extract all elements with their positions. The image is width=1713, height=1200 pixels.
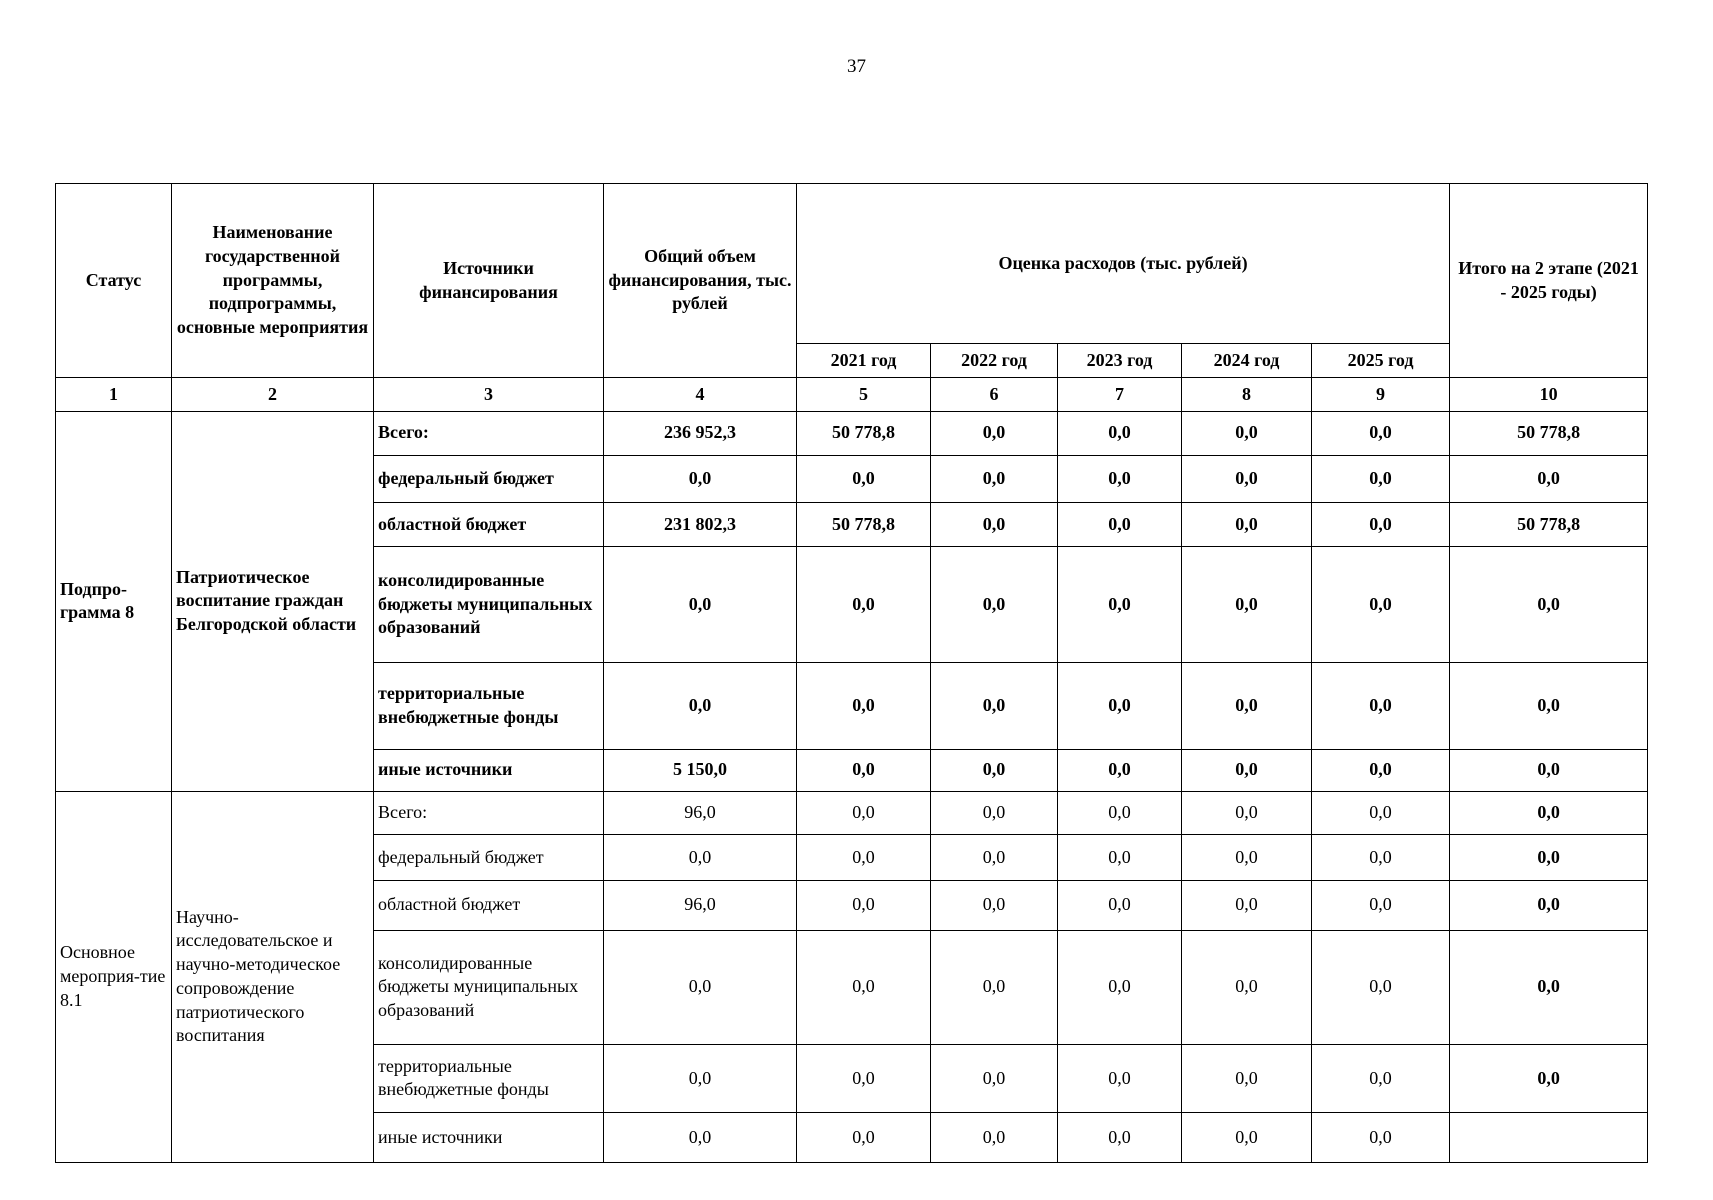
funding-table: [55, 183, 1648, 1163]
header-sources: Источники финансирования: [374, 184, 604, 378]
value-cell: 0,0: [1312, 546, 1450, 662]
value-cell: 0,0: [1182, 1044, 1312, 1112]
value-cell: 0,0: [931, 663, 1058, 750]
stage-total-cell: 0,0: [1450, 1044, 1648, 1112]
value-cell: 0,0: [1182, 412, 1312, 456]
header-year: 2021 год: [797, 344, 931, 378]
value-cell: 50 778,8: [797, 503, 931, 547]
column-number: 2: [172, 378, 374, 412]
stage-total-cell: 50 778,8: [1450, 412, 1648, 456]
value-cell: 0,0: [1182, 546, 1312, 662]
status-cell: Основное мероприя-тие 8.1: [56, 791, 172, 1162]
header-total-volume: Общий объем финансирования, тыс. рублей: [604, 184, 797, 378]
value-cell: 0,0: [1312, 1113, 1450, 1163]
value-cell: 0,0: [1182, 455, 1312, 503]
value-cell: 0,0: [1058, 1113, 1182, 1163]
header-year: 2025 год: [1312, 344, 1450, 378]
header-year: 2022 год: [931, 344, 1058, 378]
stage-total-cell: 0,0: [1450, 880, 1648, 930]
value-cell: 0,0: [1182, 835, 1312, 881]
value-cell: 0,0: [797, 835, 931, 881]
source-cell: консолидированные бюджеты муниципальных образований: [374, 546, 604, 662]
value-cell: 0,0: [797, 750, 931, 791]
value-cell: 0,0: [931, 750, 1058, 791]
page-number: 37: [847, 56, 866, 77]
value-cell: 0,0: [1058, 880, 1182, 930]
column-number: 9: [1312, 378, 1450, 412]
value-cell: 0,0: [931, 455, 1058, 503]
value-cell: 0,0: [1312, 791, 1450, 835]
source-cell: иные источники: [374, 1113, 604, 1163]
value-cell: 0,0: [931, 546, 1058, 662]
value-cell: 0,0: [604, 1113, 797, 1163]
value-cell: 0,0: [604, 455, 797, 503]
header-year: 2024 год: [1182, 344, 1312, 378]
value-cell: 0,0: [1058, 503, 1182, 547]
value-cell: 0,0: [1182, 930, 1312, 1044]
value-cell: 0,0: [1058, 835, 1182, 881]
stage-total-cell: 0,0: [1450, 750, 1648, 791]
value-cell: 5 150,0: [604, 750, 797, 791]
source-cell: Всего:: [374, 791, 604, 835]
stage-total-cell: 0,0: [1450, 930, 1648, 1044]
value-cell: 0,0: [1182, 503, 1312, 547]
source-cell: иные источники: [374, 750, 604, 791]
value-cell: 0,0: [1182, 663, 1312, 750]
value-cell: 0,0: [1182, 791, 1312, 835]
value-cell: 0,0: [1182, 750, 1312, 791]
stage-total-cell: 0,0: [1450, 455, 1648, 503]
value-cell: 0,0: [1312, 880, 1450, 930]
source-cell: Всего:: [374, 412, 604, 456]
source-cell: территориальные внебюджетные фонды: [374, 663, 604, 750]
column-number: 7: [1058, 378, 1182, 412]
value-cell: 0,0: [1058, 663, 1182, 750]
header-status: Статус: [56, 184, 172, 378]
value-cell: 96,0: [604, 791, 797, 835]
table-row: [56, 412, 1648, 456]
value-cell: 0,0: [931, 503, 1058, 547]
column-number: 3: [374, 378, 604, 412]
column-number: 10: [1450, 378, 1648, 412]
stage-total-cell: [1450, 1113, 1648, 1163]
value-cell: 0,0: [1312, 503, 1450, 547]
header-stage-total: Итого на 2 этапе (2021 - 2025 годы): [1450, 184, 1648, 378]
value-cell: 0,0: [797, 880, 931, 930]
column-number: 6: [931, 378, 1058, 412]
value-cell: 50 778,8: [797, 412, 931, 456]
value-cell: 0,0: [931, 880, 1058, 930]
value-cell: 0,0: [797, 663, 931, 750]
column-number: 8: [1182, 378, 1312, 412]
status-cell: Подпро-грамма 8: [56, 412, 172, 792]
table-row: [56, 791, 1648, 835]
column-number: 5: [797, 378, 931, 412]
value-cell: 0,0: [797, 930, 931, 1044]
stage-total-cell: 0,0: [1450, 835, 1648, 881]
column-number: 4: [604, 378, 797, 412]
value-cell: 0,0: [604, 835, 797, 881]
value-cell: 0,0: [1182, 880, 1312, 930]
value-cell: 231 802,3: [604, 503, 797, 547]
header-estimate: Оценка расходов (тыс. рублей): [797, 184, 1450, 344]
header-year: 2023 год: [1058, 344, 1182, 378]
column-numbers-row: [56, 378, 1648, 412]
value-cell: 0,0: [931, 835, 1058, 881]
column-number: 1: [56, 378, 172, 412]
value-cell: 96,0: [604, 880, 797, 930]
value-cell: 0,0: [931, 791, 1058, 835]
value-cell: 0,0: [1058, 455, 1182, 503]
value-cell: 0,0: [604, 663, 797, 750]
value-cell: 0,0: [1058, 546, 1182, 662]
value-cell: 0,0: [797, 546, 931, 662]
value-cell: 0,0: [1312, 1044, 1450, 1112]
value-cell: 0,0: [931, 1113, 1058, 1163]
value-cell: 0,0: [1312, 412, 1450, 456]
source-cell: областной бюджет: [374, 503, 604, 547]
source-cell: территориальные внебюджетные фонды: [374, 1044, 604, 1112]
value-cell: 0,0: [797, 1113, 931, 1163]
value-cell: 0,0: [797, 455, 931, 503]
value-cell: 0,0: [931, 412, 1058, 456]
value-cell: 0,0: [1058, 791, 1182, 835]
value-cell: 0,0: [1058, 750, 1182, 791]
source-cell: федеральный бюджет: [374, 835, 604, 881]
stage-total-cell: 0,0: [1450, 663, 1648, 750]
value-cell: 0,0: [931, 1044, 1058, 1112]
value-cell: 0,0: [931, 930, 1058, 1044]
header-name: Наименование государственной программы, подпрограммы, основные мероприятия: [172, 184, 374, 378]
value-cell: 0,0: [604, 546, 797, 662]
stage-total-cell: 0,0: [1450, 546, 1648, 662]
value-cell: 0,0: [1312, 835, 1450, 881]
value-cell: 0,0: [604, 930, 797, 1044]
source-cell: федеральный бюджет: [374, 455, 604, 503]
stage-total-cell: 50 778,8: [1450, 503, 1648, 547]
value-cell: 0,0: [797, 1044, 931, 1112]
value-cell: 0,0: [1058, 930, 1182, 1044]
value-cell: 0,0: [1058, 412, 1182, 456]
value-cell: 0,0: [604, 1044, 797, 1112]
value-cell: 0,0: [1312, 750, 1450, 791]
value-cell: 236 952,3: [604, 412, 797, 456]
stage-total-cell: 0,0: [1450, 791, 1648, 835]
source-cell: консолидированные бюджеты муниципальных образований: [374, 930, 604, 1044]
program-name-cell: Патриотическое воспитание граждан Белгородской области: [172, 412, 374, 792]
program-name-cell: Научно-исследовательское и научно-методическое сопровождение патриотического воспитания: [172, 791, 374, 1162]
value-cell: 0,0: [1312, 930, 1450, 1044]
source-cell: областной бюджет: [374, 880, 604, 930]
value-cell: 0,0: [797, 791, 931, 835]
value-cell: 0,0: [1182, 1113, 1312, 1163]
value-cell: 0,0: [1312, 455, 1450, 503]
value-cell: 0,0: [1312, 663, 1450, 750]
value-cell: 0,0: [1058, 1044, 1182, 1112]
